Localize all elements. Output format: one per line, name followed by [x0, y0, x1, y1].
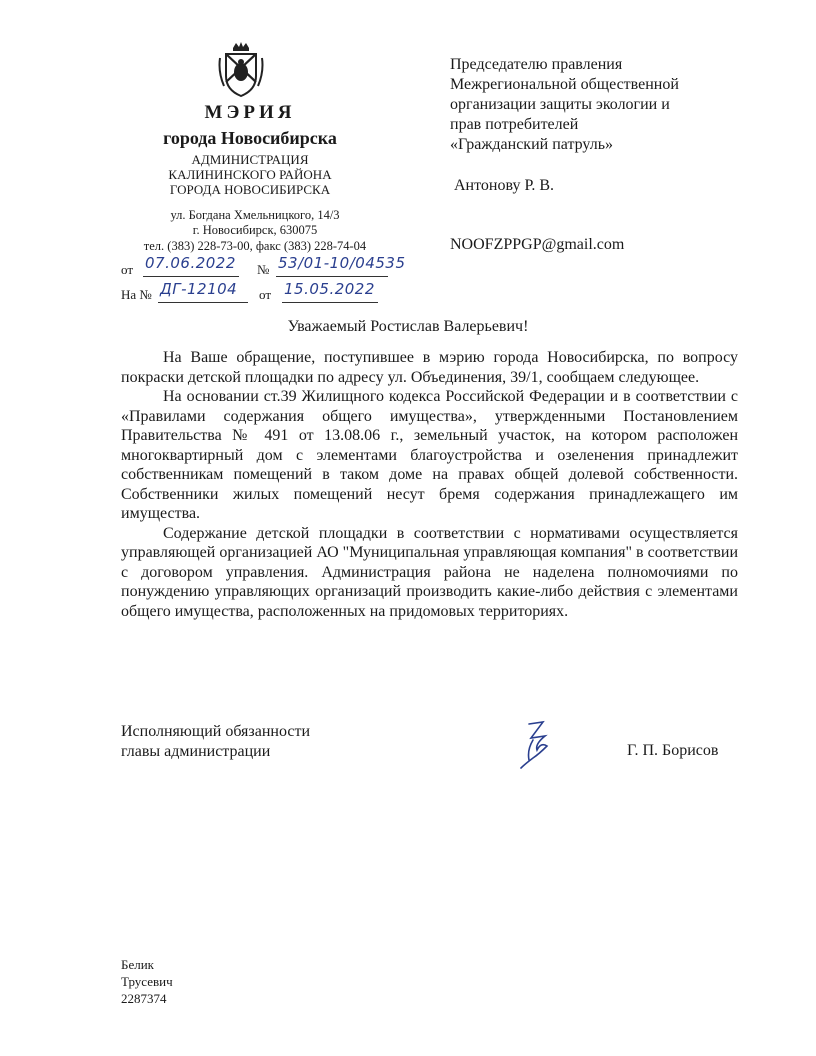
ref-number-field: [158, 280, 248, 303]
reg-number-label: №: [257, 262, 270, 277]
sender-title: МЭРИЯ: [204, 102, 296, 123]
greeting: Уважаемый Ростислав Валерьевич!: [287, 318, 529, 335]
sender-admin-line: КАЛИНИНСКОГО РАЙОНА: [168, 167, 332, 182]
recipient-name: Антонову Р. В.: [454, 177, 555, 194]
sender-address-line: тел. (383) 228-73-00, факс (383) 228-74-04: [143, 239, 367, 253]
ref-number-value: ДГ-12104: [160, 280, 238, 298]
reg-date-value: 07.06.2022: [145, 254, 236, 272]
executor-line: 2287374: [121, 991, 167, 1006]
recipient-line: организации защиты экологии и: [450, 96, 670, 113]
reg-number-field: [276, 254, 406, 277]
sender-admin-line: АДМИНИСТРАЦИЯ: [191, 152, 309, 167]
body-paragraph: На основании ст.39 Жилищного кодекса Российской Федерации и в соответствии с «Правилами содержания общего имущества», утвержденными Постановлением Правительства № 491 от 13.08.06 г., земельный участок, на котором расположен многоквартирный дом с элементами благоустройства и озеленения принадлежит собственникам помещений в таком доме на правах общей долевой собственности. Собственники жилых помещений несут бремя содержания принадлежащего им имущества.: [121, 388, 738, 522]
signatory-title: [121, 722, 310, 762]
signatory-title-line: Исполняющий обязанности: [121, 723, 311, 740]
signer-name: Г. П. Борисов: [627, 742, 719, 759]
signature-icon: [515, 720, 555, 770]
body-paragraph: Содержание детской площадки в соответствии с нормативами осуществляется управляющей организацией АО "Муниципальная управляющая компания" в соответствии с договором управления. Администрация района не наделена полномочиями по понуждению управляющих организаций производить какие-либо действия с элементами общего имущества, расположенных на придомовых территориях.: [121, 524, 738, 620]
ref-from-label: от: [259, 287, 272, 302]
recipient-line: Межрегиональной общественной: [450, 76, 679, 93]
recipient-line: Председателю правления: [450, 56, 623, 73]
recipient-line: «Гражданский патруль»: [450, 136, 614, 153]
signatory-title-line: главы администрации: [121, 743, 271, 760]
executor-line: Трусевич: [121, 974, 173, 989]
body-paragraph: На Ваше обращение, поступившее в мэрию города Новосибирска, по вопросу покраски детской площадки по адресу ул. Объединения, 39/1, сообщаем следующее.: [121, 349, 738, 386]
recipient-line: прав потребителей: [450, 116, 579, 133]
reg-date-field: [143, 254, 239, 277]
reg-from-label: от: [121, 262, 134, 277]
sender-address-line: ул. Богдана Хмельницкого, 14/3: [170, 208, 340, 222]
executor-line: Белик: [121, 957, 154, 972]
reg-number-value: 53/01-10/04535: [278, 254, 406, 272]
coat-of-arms-icon: [218, 42, 264, 98]
ref-date-value: 15.05.2022: [284, 280, 375, 298]
letter-body: [121, 348, 738, 621]
sender-admin-line: ГОРОДА НОВОСИБИРСКА: [169, 182, 331, 197]
ref-date-field: [282, 280, 378, 303]
recipient-block: [450, 55, 679, 155]
ref-number-label: На №: [121, 287, 152, 302]
sender-city: города Новосибирска: [163, 128, 337, 148]
executor-block: [121, 956, 173, 1007]
recipient-email: NOOFZPPGP@gmail.com: [450, 236, 625, 253]
sender-address-line: г. Новосибирск, 630075: [192, 223, 318, 237]
